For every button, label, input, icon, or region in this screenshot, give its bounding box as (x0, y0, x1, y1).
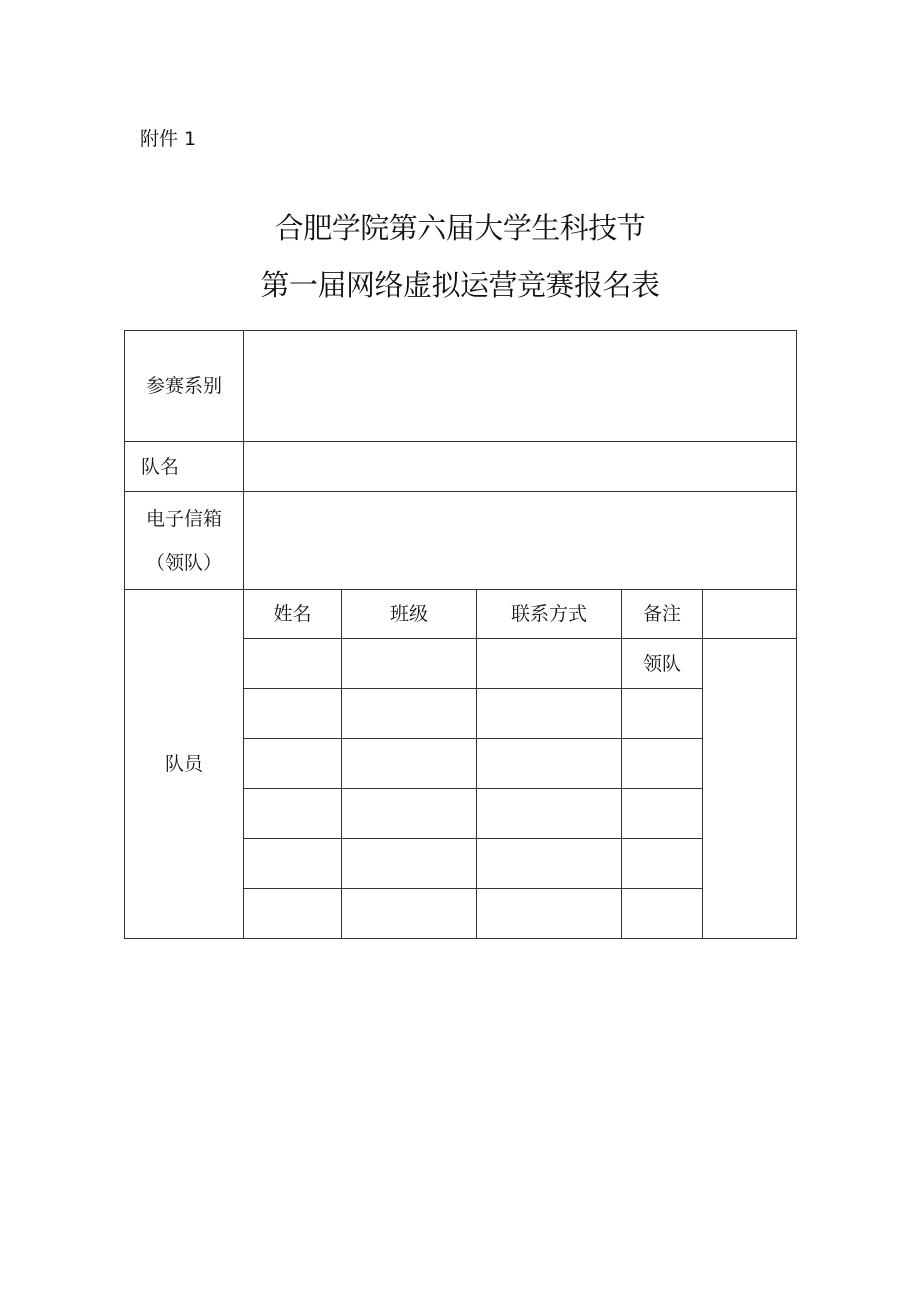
attachment-label: 附件 1 (140, 128, 197, 150)
department-row (125, 331, 797, 442)
column-header-contact: 联系方式 (477, 590, 622, 639)
member-name-cell[interactable] (244, 839, 342, 889)
email-label-cell (125, 492, 244, 590)
member-contact-cell[interactable] (477, 689, 622, 739)
member-name-cell[interactable] (244, 889, 342, 939)
email-input-cell[interactable] (244, 492, 797, 590)
member-note-cell: 领队 (622, 639, 703, 689)
member-class-cell[interactable] (342, 839, 477, 889)
member-note-cell[interactable] (622, 689, 703, 739)
email-label-leader: （领队） (145, 551, 222, 574)
page-title-line1: 合肥学院第六届大学生科技节 (274, 211, 646, 245)
member-name-cell[interactable] (244, 689, 342, 739)
member-contact-cell[interactable] (477, 639, 622, 689)
email-label: 电子信箱 (145, 507, 222, 530)
member-note-cell[interactable] (622, 839, 703, 889)
extra-header-cell (703, 590, 797, 639)
department-input-cell[interactable] (244, 331, 797, 442)
team-name-input-cell[interactable] (244, 442, 797, 492)
member-class-cell[interactable] (342, 689, 477, 739)
member-name-cell[interactable] (244, 789, 342, 839)
department-label: 参赛系别 (125, 331, 244, 442)
member-header-row (125, 590, 797, 639)
member-note-cell[interactable] (622, 789, 703, 839)
member-class-cell[interactable] (342, 889, 477, 939)
member-name-cell[interactable] (244, 639, 342, 689)
registration-form-table (124, 330, 797, 939)
member-note-cell[interactable] (622, 889, 703, 939)
page-title-line2: 第一届网络虚拟运营竞赛报名表 (260, 268, 660, 302)
column-header-class: 班级 (342, 590, 477, 639)
team-name-label: 队名 (125, 442, 244, 492)
email-row (125, 492, 797, 590)
member-contact-cell[interactable] (477, 839, 622, 889)
member-note-cell[interactable] (622, 739, 703, 789)
column-header-note: 备注 (622, 590, 703, 639)
member-class-cell[interactable] (342, 789, 477, 839)
member-contact-cell[interactable] (477, 739, 622, 789)
team-name-row (125, 442, 797, 492)
members-label: 队员 (125, 590, 244, 939)
column-header-name: 姓名 (244, 590, 342, 639)
member-name-cell[interactable] (244, 739, 342, 789)
member-contact-cell[interactable] (477, 889, 622, 939)
member-class-cell[interactable] (342, 639, 477, 689)
member-contact-cell[interactable] (477, 789, 622, 839)
member-class-cell[interactable] (342, 739, 477, 789)
extra-merged-cell (703, 639, 797, 939)
